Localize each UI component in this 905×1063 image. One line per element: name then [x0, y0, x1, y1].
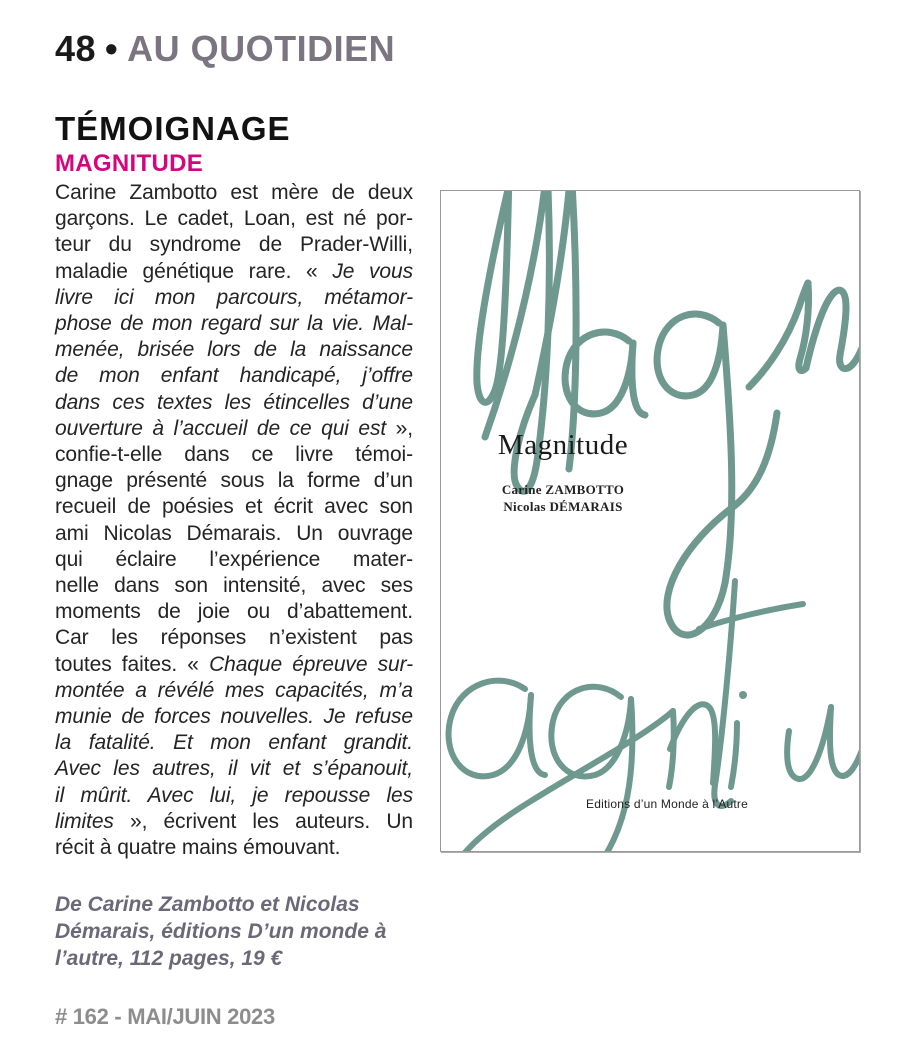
issue-label: # 162 - MAI/JUIN 2023 — [55, 1004, 275, 1029]
body-line: nelle dans son intensité, avec ses — [55, 574, 413, 598]
body-line: livre ici mon parcours, métamor- — [55, 285, 413, 309]
cover-publisher: Editions d’un Monde à l’Autre — [586, 797, 748, 811]
page-number: 48 — [55, 28, 97, 69]
body-line: menée, brisée lors de la naissance — [55, 338, 413, 362]
body-line: gnage présenté sous la forme d’un — [55, 469, 413, 493]
body-line: montée a révélé mes capacités, m’a — [55, 678, 413, 702]
byline-line: l’autre, 112 pages, 19 € — [55, 947, 283, 970]
body-line: recueil de poésies et écrit avec son — [55, 495, 413, 519]
body-line: qui éclaire l’expérience mater- — [55, 547, 413, 571]
body-line: la fatalité. Et mon enfant grandit. — [55, 731, 413, 755]
body-line: récit à quatre mains émouvant. — [55, 836, 341, 860]
body-line: ami Nicolas Démarais. Un ouvrage — [55, 521, 413, 545]
byline-line: De Carine Zambotto et Nicolas — [55, 893, 360, 916]
cover-author: Carine ZAMBOTTO — [501, 482, 625, 497]
body-line: confie-t-elle dans ce livre témoi- — [55, 443, 413, 467]
body-line: Avec les autres, il vit et s’épanouit, — [55, 757, 413, 781]
body-line: Car les réponses n’existent pas — [55, 626, 413, 650]
body-line: limites », écrivent les auteurs. Un — [55, 809, 413, 833]
page-header — [55, 28, 395, 70]
section-title: AU QUOTIDIEN — [127, 28, 396, 69]
body-line: toutes faites. « Chaque épreuve sur- — [55, 652, 413, 676]
body-line: garçons. Le cadet, Loan, est né por- — [55, 207, 413, 231]
body-line: Carine Zambotto est mère de deux — [55, 181, 413, 204]
article-title: MAGNITUDE — [55, 150, 204, 177]
script-lettering-art — [441, 191, 859, 851]
header-separator-dot: • — [105, 28, 119, 69]
body-line: moments de joie ou d’abattement. — [55, 600, 413, 624]
i-dot — [739, 691, 747, 699]
script-word-top-magn — [477, 191, 859, 635]
body-line: dans ces textes les étincelles d’une — [55, 390, 413, 414]
article-kicker: TÉMOIGNAGE — [55, 110, 291, 147]
body-line: teur du syndrome de Prader-Willi, — [55, 233, 413, 257]
cover-authors — [441, 481, 685, 515]
body-line: maladie génétique rare. « Je vous — [55, 259, 413, 283]
byline-line: Démarais, éditions D’un monde à — [55, 920, 387, 943]
cover-author: Nicolas DÉMARAIS — [503, 499, 623, 514]
cover-title: Magnitude — [497, 429, 629, 461]
body-line: il mûrit. Avec lui, je repousse les — [55, 783, 413, 807]
body-line: de mon enfant handicapé, j’offre — [55, 364, 413, 388]
book-cover — [440, 190, 860, 852]
page-footer — [55, 1004, 275, 1030]
article-byline — [55, 891, 435, 972]
body-line: phose de mon regard sur la vie. Mal- — [55, 312, 413, 336]
body-line: ouverture à l’accueil de ce qui est », — [55, 416, 413, 440]
article-body — [55, 180, 413, 861]
body-line: munie de forces nouvelles. Je refuse — [55, 705, 413, 729]
